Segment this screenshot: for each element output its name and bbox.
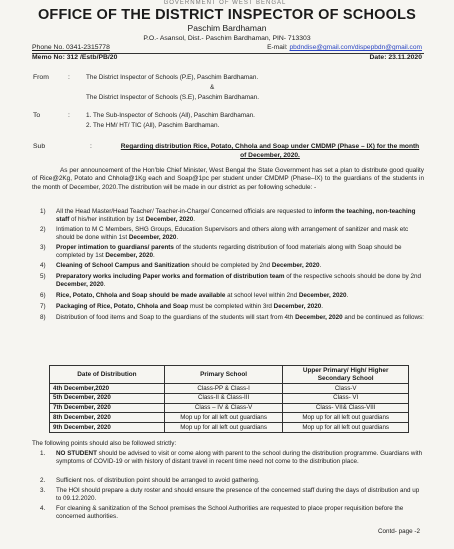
- district-name: Paschim Bardhaman: [187, 23, 267, 33]
- table-row: [50, 393, 409, 403]
- from-line-2: The District Inspector of Schools (S.E), Paschim Bardhaman.: [86, 94, 259, 101]
- table-header-upper: Upper Primary/ High/ Higher Secondary School: [283, 366, 409, 384]
- schedule-item-number: 8): [40, 314, 46, 321]
- government-line: GOVERNMENT OF WEST BENGAL: [163, 0, 287, 6]
- table-cell-primary: Class-PP & Class-I: [164, 384, 282, 394]
- subject-label: Sub: [33, 143, 46, 150]
- schedule-item-text: Proper intimation to guardians/ parents of the students regarding distribution of food materials along with Soap should be completed by 1st December, 2020.: [56, 244, 402, 260]
- followed-intro: The following points should also be followed strictly:: [32, 440, 177, 447]
- table-cell-date: 8th December, 2020: [50, 413, 165, 423]
- schedule-item-number: 2): [40, 226, 46, 233]
- body-paragraph: As per announcement of the Hon’ble Chief Minister, West Bengal the State Government has set a plan to distribute good quality of Rice@2Kg, Potato and Chhola@1Kg each and Soap@1pc per student under CMDMP (Phase–IX) to the guardians of the students in the month of December, 2020.The distribution will be made in our district as per following schedule: -: [32, 167, 424, 191]
- table-cell-primary: Mop up for all left out guardians: [164, 413, 282, 423]
- from-ampersand: &: [210, 84, 215, 91]
- table-cell-date: 9th December, 2020: [50, 423, 165, 433]
- memo-number: Memo No: 312 /Estb/PB/20: [32, 54, 118, 61]
- schedule-item-text: Distribution of food items and Soap to the guardians of the students will start from 4th December, 2020 and be continued as follows:: [56, 314, 424, 321]
- schedule-item-text: Preparatory works including Paper works and formation of distribution team of the respective schools should be done by 2nd December, 2020.: [56, 273, 422, 289]
- to-colon: :: [68, 112, 70, 119]
- schedule-item-text: Packaging of Rice, Potato, Chhola and Soap must be completed within 3rd December, 2020.: [56, 303, 324, 310]
- table-cell-upper: Class-V: [283, 384, 409, 394]
- table-row: [50, 384, 409, 394]
- table-header-primary: Primary School: [164, 366, 282, 384]
- point-item-text: For cleaning & sanitization of the School premises the School Authorities are requested to place proper requisition before the concerned authorities.: [56, 505, 404, 521]
- phone-number: Phone No. 0341-2315778: [32, 44, 110, 51]
- distribution-table: [49, 365, 409, 433]
- table-cell-upper: Mop up for all left out guardians: [283, 413, 409, 423]
- to-label: To: [33, 112, 41, 119]
- point-item-number: 4.: [40, 505, 46, 512]
- schedule-item-number: 4): [40, 262, 46, 269]
- table-row: [50, 413, 409, 423]
- from-line-1: The District Inspector of Schools (P.E), Paschim Bardhaman.: [86, 74, 259, 81]
- table-header-date: Date of Distribution: [50, 366, 165, 384]
- table-row: [50, 423, 409, 433]
- table-cell-upper: Mop up for all left out guardians: [283, 423, 409, 433]
- email-link[interactable]: pbdndise@gmail.com/dispepbdn@gmail.com: [289, 44, 422, 51]
- from-label: From: [33, 74, 49, 81]
- office-title: OFFICE OF THE DISTRICT INSPECTOR OF SCHOOLS: [37, 7, 417, 23]
- table-row: [50, 403, 409, 413]
- schedule-item-number: 1): [40, 208, 46, 215]
- schedule-item-text: Rice, Potato, Chhola and Soap should be made available at school level within 2nd December, 2020.: [56, 292, 349, 299]
- email-line: [232, 44, 422, 52]
- point-item-text: NO STUDENT should be advised to visit or come along with parent to the school during the distribution programme. Guardians with symptoms of COVID-19 or with history of distant travel in recent time need not come to the distribution place.: [56, 450, 423, 466]
- point-item-number: 2.: [40, 477, 46, 484]
- table-cell-primary: Class-II & Class-III: [164, 393, 282, 403]
- point-item-text: The HOI should prepare a duty roster and should ensure the presence of the concerned staff during the days of distribution and up to 09.12.2020.: [56, 487, 420, 503]
- from-colon: :: [68, 74, 70, 81]
- office-address: P.O.- Asansol, Dist.- Paschim Bardhaman, PIN- 713303: [143, 35, 311, 42]
- subject-text: Regarding distribution Rice, Potato, Chhola and Soap under CMDMP (Phase – IX) for the month of December, 2020.: [120, 143, 420, 159]
- point-item-number: 1.: [40, 450, 46, 457]
- table-cell-primary: Class – IV & Class-V: [164, 403, 282, 413]
- schedule-item-text: Intimation to M C Members, SHG Groups, Education Supervisors and others along with arrangement of sanitizer and mask etc should be done within 1st December, 2020.: [56, 226, 409, 242]
- table-cell-upper: Class- VI: [283, 393, 409, 403]
- schedule-item-number: 6): [40, 292, 46, 299]
- table-cell-date: 4th December,2020: [50, 384, 165, 394]
- table-header-row: [50, 366, 409, 384]
- table-cell-date: 5th December, 2020: [50, 393, 165, 403]
- point-item-text: Sufficient nos. of distribution point should be arranged to avoid gathering.: [56, 477, 260, 484]
- to-line-1: 1. The Sub-Inspector of Schools (All), Paschim Bardhaman.: [86, 112, 255, 119]
- schedule-item-text: Cleaning of School Campus and Sanitization should be completed by 2nd December, 2020.: [56, 262, 322, 269]
- schedule-item-number: 7): [40, 303, 46, 310]
- table-cell-primary: Mop up for all left out guardians: [164, 423, 282, 433]
- schedule-item-number: 3): [40, 244, 46, 251]
- schedule-item-number: 5): [40, 273, 46, 280]
- table-cell-upper: Class- VII& Class-VIII: [283, 403, 409, 413]
- memo-date: Date: 23.11.2020: [369, 54, 422, 61]
- table-cell-date: 7th December, 2020: [50, 403, 165, 413]
- to-line-2: 2. The HM/ HT/ TIC (All), Paschim Bardhaman.: [86, 122, 220, 129]
- email-label: E-mail:: [267, 44, 290, 51]
- subject-colon: :: [90, 143, 92, 150]
- point-item-number: 3.: [40, 487, 46, 494]
- continued-note: Contd- page -2: [377, 528, 420, 535]
- schedule-item-text: All the Head Master/Head Teacher/ Teacher-in-Charge/ Concerned officials are requested to inform the teaching, non-teaching staff of his/her institution by 1st December, 2020.: [56, 208, 416, 224]
